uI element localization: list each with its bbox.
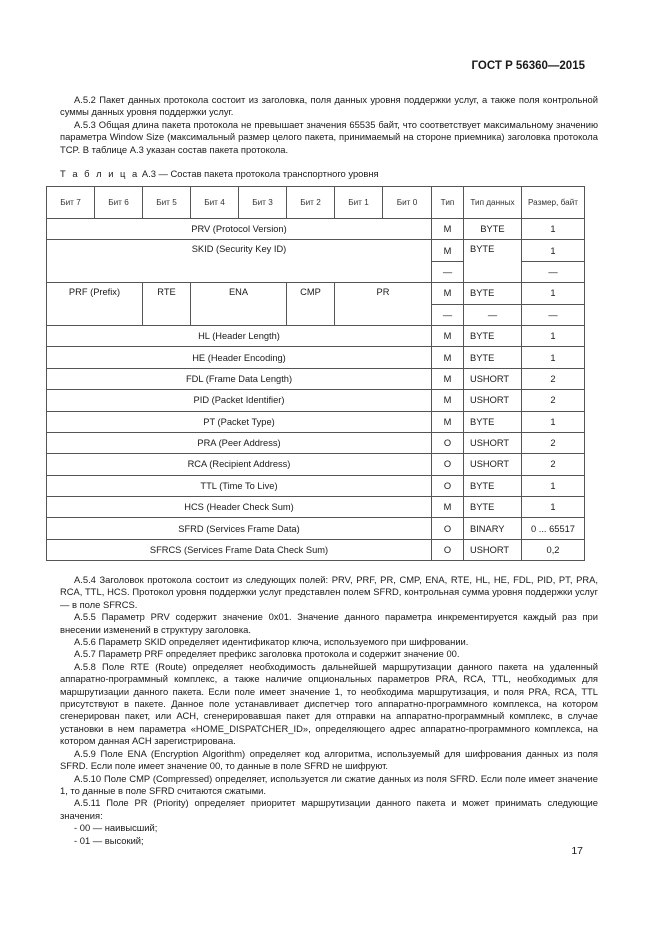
table-header-row — [47, 187, 585, 219]
field-type: BINARY — [464, 518, 522, 539]
list-item: - 01 — высокий; — [74, 834, 144, 846]
field-size: 1 — [522, 325, 585, 346]
field-type: USHORT — [464, 539, 522, 560]
table-row — [47, 368, 585, 389]
field-tip: M — [432, 347, 464, 368]
field-name: SFRD (Services Frame Data) — [47, 518, 432, 539]
field-tip: M — [432, 368, 464, 389]
header-cell: Тип — [432, 187, 464, 219]
table-row — [47, 454, 585, 475]
header-cell: Бит 4 — [191, 187, 239, 219]
field-name: FDL (Frame Data Length) — [47, 368, 432, 389]
body-text — [60, 574, 598, 847]
field-size: 1 — [522, 240, 585, 261]
paragraph-a54: А.5.4 Заголовок протокола состоит из следующих полей: PRV, PRF, PR, CMP, ENA, RTE, HL, HE, FDL, PID, PT, PRA, RCA, TTL, HCS. Протокол уровня поддержки услуг представлен полем SFRD, контрольная сумма уровня поддержки услуг — в поле SFRCS. — [60, 574, 598, 610]
table-caption — [60, 168, 379, 179]
paragraph-a57: А.5.7 Параметр PRF определяет префикс заголовка протокола и содержит значение 00. — [74, 648, 460, 660]
table-row — [47, 432, 585, 453]
paragraph-a56: А.5.6 Параметр SKID определяет идентификатор ключа, используемого при шифровании. — [74, 636, 469, 648]
table-row — [47, 411, 585, 432]
field-size: 0,2 — [522, 539, 585, 560]
header-cell: Тип данных — [464, 187, 522, 219]
field-pr: PR — [335, 283, 432, 326]
field-name: PRV (Protocol Version) — [47, 219, 432, 240]
paragraph-a511: А.5.11 Поле PR (Priority) определяет приоритет маршрутизации данного пакета и может принимать следующие значения: — [60, 797, 598, 821]
field-size: 1 — [522, 497, 585, 518]
field-size: 1 — [522, 219, 585, 240]
field-tip: M — [432, 411, 464, 432]
field-type: BYTE — [464, 240, 522, 283]
field-type: — — [464, 304, 522, 325]
field-type: BYTE — [464, 347, 522, 368]
header-cell: Бит 0 — [383, 187, 432, 219]
field-name: SFRCS (Services Frame Data Check Sum) — [47, 539, 432, 560]
field-type: BYTE — [464, 411, 522, 432]
field-name: HCS (Header Check Sum) — [47, 497, 432, 518]
header-cell: Бит 5 — [143, 187, 191, 219]
field-size: 1 — [522, 475, 585, 496]
field-tip: — — [432, 304, 464, 325]
packet-structure-table — [46, 186, 585, 561]
header-cell: Размер, байт — [522, 187, 585, 219]
field-tip: O — [432, 475, 464, 496]
table-row — [47, 347, 585, 368]
field-name: RCA (Recipient Address) — [47, 454, 432, 475]
field-name: HL (Header Length) — [47, 325, 432, 346]
field-cmp: CMP — [287, 283, 335, 326]
field-type: BYTE — [464, 283, 522, 304]
field-tip: O — [432, 539, 464, 560]
field-size: 1 — [522, 347, 585, 368]
field-ena: ENA — [191, 283, 287, 326]
field-size: 2 — [522, 368, 585, 389]
field-size: 0 ... 65517 — [522, 518, 585, 539]
field-tip: M — [432, 219, 464, 240]
field-tip: M — [432, 283, 464, 304]
table-caption-text: А.3 — Состав пакета протокола транспортного уровня — [141, 168, 379, 179]
paragraph-a58: А.5.8 Поле RTE (Route) определяет необходимость дальнейшей маршрутизации данного пакета на удаленный аппаратно-программный комплекс, а также наличие опциональных параметров PRA, RCA, TTL, необходимых для маршрутизации данного пакета. Если поле имеет значение 1, то необходима маршрутизация, и поля PRA, RCA, TTL присутствуют в пакете. Данное поле устанавливает диспетчер того аппаратно-программного комплекса, на котором сгенерирован пакет, или АСН, сгенерировавшая пакет для отправки на аппаратно-программный комплекс, в случае установки в нем параметра «HOME_DISPATCHER_ID», определяющего адрес аппаратно-программного комплекса, на котором данная АСН зарегистрирована. — [60, 660, 598, 747]
field-name: PT (Packet Type) — [47, 411, 432, 432]
field-size: 1 — [522, 411, 585, 432]
intro-text — [60, 94, 598, 156]
field-type: USHORT — [464, 454, 522, 475]
field-tip: M — [432, 390, 464, 411]
table-row — [47, 283, 585, 304]
table-row — [47, 539, 585, 560]
field-tip: M — [432, 240, 464, 261]
field-tip: O — [432, 454, 464, 475]
table-row — [47, 497, 585, 518]
paragraph-a55: А.5.5 Параметр PRV содержит значение 0x01. Значение данного параметра инкрементируется каждый раз при внесении изменений в структуру заголовка. — [60, 611, 598, 635]
field-type: BYTE — [464, 475, 522, 496]
standard-header: ГОСТ Р 56360—2015 — [471, 60, 585, 72]
table-row — [47, 475, 585, 496]
paragraph-a510: А.5.10 Поле CMP (Compressed) определяет, используется ли сжатие данных из поля SFRD. Если поле имеет значение 1, то данные в поле SFRD считаются сжатыми. — [60, 772, 598, 796]
page-number: 17 — [571, 845, 583, 857]
field-size: 1 — [522, 283, 585, 304]
paragraph-a59: А.5.9 Поле ENA (Encryption Algorithm) определяет код алгоритма, используемый для шифрования данных из поля SFRD. Если поле имеет значение 00, то данные в поле SFRD не шифруют. — [60, 747, 598, 772]
field-size: — — [522, 261, 585, 282]
header-cell: Бит 2 — [287, 187, 335, 219]
field-type: BYTE — [464, 219, 522, 240]
field-tip: O — [432, 518, 464, 539]
field-type: USHORT — [464, 368, 522, 389]
table-row — [47, 518, 585, 539]
paragraph-a53: А.5.3 Общая длина пакета протокола не превышает значения 65535 байт, что соответствует максимальному значению параметра Window Size (максимальный размер целого пакета, принимаемый на стороне приемника) заголовка протокола TCP. В таблице А.3 указан состав пакета протокола. — [60, 118, 598, 155]
field-size: 2 — [522, 454, 585, 475]
field-type: USHORT — [464, 390, 522, 411]
field-size: 2 — [522, 432, 585, 453]
field-prf: PRF (Prefix) — [47, 283, 143, 326]
field-tip: M — [432, 325, 464, 346]
header-cell: Бит 1 — [335, 187, 383, 219]
paragraph-a52: А.5.2 Пакет данных протокола состоит из заголовка, поля данных уровня поддержки услуг, а также поля контрольной суммы данных уровня поддержки услуг. — [60, 94, 598, 118]
table-caption-prefix: Т а б л и ц а — [60, 168, 140, 179]
field-size: — — [522, 304, 585, 325]
header-cell: Бит 3 — [239, 187, 287, 219]
table-row — [47, 219, 585, 240]
table-row — [47, 390, 585, 411]
field-type: BYTE — [464, 325, 522, 346]
field-type: USHORT — [464, 432, 522, 453]
field-name: HE (Header Encoding) — [47, 347, 432, 368]
header-cell: Бит 7 — [47, 187, 95, 219]
field-tip: M — [432, 497, 464, 518]
field-name: SKID (Security Key ID) — [47, 240, 432, 283]
field-type: BYTE — [464, 497, 522, 518]
table-row — [47, 240, 585, 261]
field-tip: — — [432, 261, 464, 282]
field-size: 2 — [522, 390, 585, 411]
table-row — [47, 325, 585, 346]
field-name: TTL (Time To Live) — [47, 475, 432, 496]
header-cell: Бит 6 — [95, 187, 143, 219]
field-tip: O — [432, 432, 464, 453]
list-item: - 00 — наивысший; — [74, 822, 158, 834]
field-name: PRA (Peer Address) — [47, 432, 432, 453]
field-name: PID (Packet Identifier) — [47, 390, 432, 411]
field-rte: RTE — [143, 283, 191, 326]
